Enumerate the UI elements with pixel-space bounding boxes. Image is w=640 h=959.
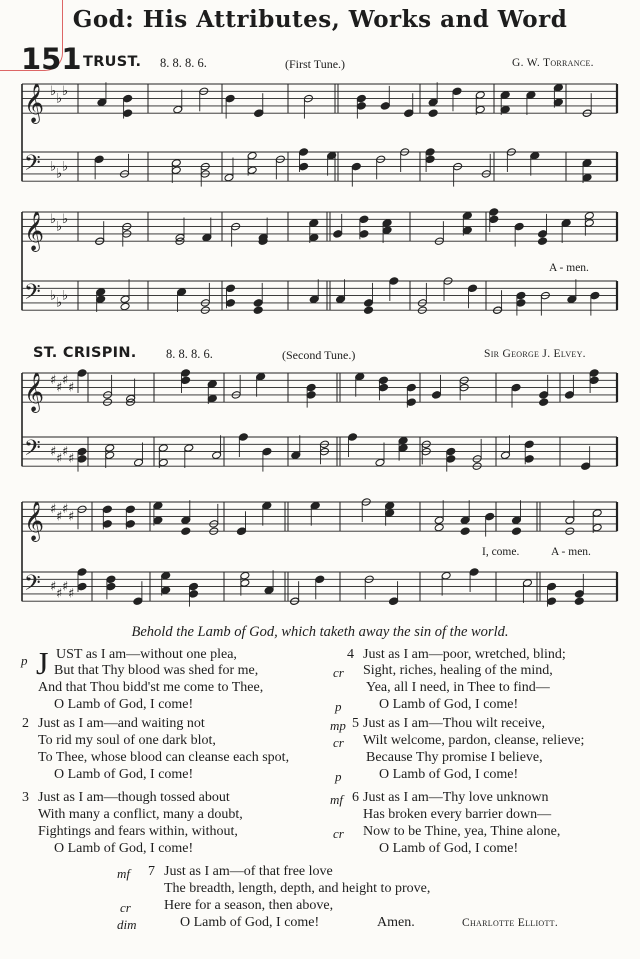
note-head: [380, 102, 390, 111]
v3-line4: O Lamb of God, I come!: [54, 841, 194, 856]
v3-number: 3: [22, 790, 29, 805]
v6-dynamic-1: mf: [330, 792, 343, 807]
note-head: [171, 166, 181, 175]
v7-dynamic-3: cr: [120, 900, 131, 915]
note-head: [516, 299, 526, 308]
v7-line3: Here for a season, then above,: [164, 898, 334, 913]
key-signature-accidental: ♭: [56, 295, 63, 311]
note-head: [123, 94, 133, 103]
key-signature-accidental: ♯: [56, 451, 63, 467]
note-head: [106, 575, 116, 584]
note-head: [123, 109, 133, 118]
note-head: [181, 527, 191, 536]
note-head: [173, 105, 183, 114]
treble-clef: 𝄞: [24, 83, 45, 123]
note-head: [102, 505, 112, 514]
note-head: [306, 383, 316, 392]
v2-line4: O Lamb of God, I come!: [54, 767, 194, 782]
note-head: [247, 166, 257, 175]
bass-clef: 𝄢: [24, 151, 41, 181]
treble-clef: 𝄞: [24, 501, 45, 541]
treble-clef: 𝄞: [24, 372, 45, 412]
note-head: [581, 462, 591, 471]
note-head: [356, 94, 366, 103]
note-head: [309, 219, 319, 228]
key-signature-accidental: ♯: [62, 501, 69, 517]
note-head: [134, 458, 144, 467]
note-head: [202, 233, 212, 242]
bass-clef: 𝄢: [24, 280, 41, 310]
note-head: [460, 516, 470, 525]
note-head: [256, 372, 266, 381]
note-head: [77, 582, 87, 591]
note-head: [125, 520, 135, 529]
key-signature-accidental: ♯: [56, 509, 63, 525]
v4-line4: O Lamb of God, I come!: [379, 697, 519, 712]
note-head: [460, 527, 470, 536]
v7-line2: The breadth, length, depth, and height to prove,: [164, 881, 431, 896]
note-head: [404, 109, 414, 118]
note-head: [94, 155, 104, 164]
note-head: [207, 380, 217, 389]
key-signature-accidental: ♯: [50, 372, 57, 388]
note-head: [96, 295, 106, 304]
note-head: [181, 369, 191, 378]
note-head: [538, 237, 548, 246]
note-head: [582, 173, 592, 182]
note-head: [468, 284, 478, 293]
note-head: [514, 222, 524, 231]
note-head: [406, 398, 416, 407]
key-signature-accidental: ♯: [62, 444, 69, 460]
key-signature-accidental: ♯: [68, 380, 75, 396]
note-head: [565, 516, 575, 525]
note-head: [398, 444, 408, 453]
key-signature-accidental: ♯: [50, 444, 57, 460]
note-head: [530, 151, 540, 160]
v1-dynamic: p: [21, 653, 28, 668]
note-head: [547, 597, 557, 606]
note-head: [97, 98, 107, 107]
note-head: [102, 520, 112, 529]
note-head: [539, 391, 549, 400]
hymn-number: 151: [21, 42, 82, 76]
note-head: [247, 151, 257, 160]
v7-number: 7: [148, 864, 155, 879]
note-head: [398, 436, 408, 445]
note-head: [500, 91, 510, 100]
v4-line1: Just as I am—poor, wretched, blind;: [363, 647, 566, 662]
v1-line4: O Lamb of God, I come!: [54, 697, 194, 712]
v4-dynamic-2: cr: [333, 665, 344, 680]
note-head: [253, 306, 263, 315]
tune1-label: (First Tune.): [285, 57, 346, 71]
note-head: [310, 501, 320, 510]
v7-dynamic-1: mf: [117, 866, 130, 881]
v1-dropcap: J: [36, 645, 49, 681]
v1-line2: But that Thy blood was shed for me,: [54, 663, 259, 678]
v7-dynamic-4: dim: [117, 917, 137, 932]
note-head: [306, 391, 316, 400]
key-signature-accidental: ♭: [50, 288, 57, 304]
note-head: [189, 590, 199, 599]
note-head: [441, 571, 451, 580]
note-head: [351, 162, 361, 171]
v5-line1: Just as I am—Thou wilt receive,: [363, 716, 545, 731]
note-head: [538, 230, 548, 239]
note-head: [120, 295, 130, 304]
note-head: [225, 299, 235, 308]
note-head: [584, 211, 594, 220]
note-head: [428, 98, 438, 107]
v6-line4: O Lamb of God, I come!: [379, 841, 519, 856]
v1-line1: UST as I am—without one plea,: [56, 647, 237, 662]
note-head: [171, 159, 181, 168]
note-head: [238, 433, 248, 442]
note-head: [524, 455, 534, 464]
note-head: [489, 208, 499, 217]
v6-dynamic-3: cr: [333, 826, 344, 841]
note-head: [425, 148, 435, 157]
scripture-caption: Behold the Lamb of God, which taketh away the sin of the world.: [131, 624, 509, 640]
note-head: [158, 444, 168, 453]
note-head: [181, 376, 191, 385]
note-head: [574, 590, 584, 599]
note-head: [561, 219, 571, 228]
key-signature-accidental: ♭: [62, 211, 69, 227]
note-head: [181, 516, 191, 525]
note-head: [378, 383, 388, 392]
key-signature-accidental: ♭: [50, 159, 57, 175]
note-head: [385, 501, 395, 510]
note-head: [262, 447, 272, 456]
note-head: [434, 523, 444, 532]
key-signature-accidental: ♭: [56, 91, 63, 107]
note-head: [309, 233, 319, 242]
v6-line3: Now to be Thine, yea, Thine alone,: [363, 824, 561, 839]
note-head: [524, 440, 534, 449]
v2-line3: To Thee, whose blood can cleanse each spot,: [38, 750, 290, 765]
note-head: [77, 369, 87, 378]
tune1-composer: G. W. Torrance.: [512, 57, 594, 69]
key-signature-accidental: ♯: [62, 579, 69, 595]
v5-line3: Because Thy promise I believe,: [366, 750, 543, 765]
note-head: [389, 597, 399, 606]
note-head: [590, 291, 600, 300]
key-signature-accidental: ♯: [56, 380, 63, 396]
note-head: [153, 501, 163, 510]
tune2-meter: 8. 8. 8. 6.: [166, 347, 213, 361]
note-head: [299, 162, 309, 171]
note-head: [299, 148, 309, 157]
note-head: [432, 391, 442, 400]
note-head: [500, 451, 510, 460]
note-head: [434, 516, 444, 525]
bass-clef: 𝄢: [24, 571, 41, 601]
note-head: [161, 571, 171, 580]
tune2-amen: A - men.: [551, 546, 591, 558]
note-head: [446, 455, 456, 464]
note-head: [189, 582, 199, 591]
v3-line1: Just as I am—though tossed about: [38, 790, 230, 805]
bass-clef: 𝄢: [24, 436, 41, 466]
note-head: [378, 376, 388, 385]
note-head: [240, 571, 250, 580]
note-head: [253, 299, 263, 308]
note-head: [184, 444, 194, 453]
note-head: [382, 219, 392, 228]
v1-line3: And that Thou bidd'st me come to Thee,: [38, 680, 264, 695]
v6-line2: Has broken every barrier down—: [363, 807, 552, 822]
note-head: [522, 579, 532, 588]
note-head: [446, 447, 456, 456]
key-signature-accidental: ♭: [50, 83, 57, 99]
v7-line4: O Lamb of God, I come!: [180, 915, 320, 930]
note-head: [592, 523, 602, 532]
note-head: [359, 230, 369, 239]
tune1-meter: 8. 8. 8. 6.: [160, 56, 207, 70]
note-head: [452, 87, 462, 96]
note-head: [574, 597, 584, 606]
note-head: [582, 159, 592, 168]
note-head: [106, 582, 116, 591]
note-head: [177, 288, 187, 297]
note-head: [254, 109, 264, 118]
key-signature-accidental: ♭: [62, 288, 69, 304]
note-head: [77, 447, 87, 456]
note-head: [389, 277, 399, 286]
note-head: [425, 155, 435, 164]
note-head: [539, 398, 549, 407]
note-head: [264, 586, 274, 595]
note-head: [125, 505, 135, 514]
note-head: [589, 369, 599, 378]
treble-clef: 𝄞: [24, 211, 45, 251]
v7-line1: Just as I am—of that free love: [164, 864, 333, 879]
note-head: [406, 383, 416, 392]
note-head: [315, 575, 325, 584]
key-signature-accidental: ♭: [56, 219, 63, 235]
key-signature-accidental: ♯: [50, 501, 57, 517]
note-head: [584, 219, 594, 228]
v3-line3: Fightings and fears within, without,: [38, 824, 238, 839]
v2-line2: To rid my soul of one dark blot,: [38, 733, 216, 748]
v5-dynamic-4: p: [335, 769, 342, 784]
note-head: [336, 295, 346, 304]
tune1-name: TRUST.: [83, 54, 142, 70]
key-signature-accidental: ♯: [68, 509, 75, 525]
note-head: [592, 509, 602, 518]
tune2-lyric-end: I, come.: [482, 546, 520, 558]
note-head: [553, 83, 563, 92]
note-head: [553, 98, 563, 107]
tune2-label: (Second Tune.): [282, 348, 356, 362]
note-head: [428, 109, 438, 118]
note-head: [96, 288, 106, 297]
key-signature-accidental: ♯: [68, 586, 75, 602]
key-signature-accidental: ♭: [62, 159, 69, 175]
tune2-composer: Sir George J. Elvey.: [484, 348, 586, 360]
v6-number: 6: [352, 790, 359, 805]
v6-line1: Just as I am—Thy love unknown: [363, 790, 549, 805]
key-signature-accidental: ♯: [50, 579, 57, 595]
key-signature-accidental: ♭: [50, 211, 57, 227]
key-signature-accidental: ♯: [56, 586, 63, 602]
note-head: [158, 458, 168, 467]
note-head: [485, 512, 495, 521]
v4-dynamic-4: p: [335, 699, 342, 714]
note-head: [589, 376, 599, 385]
note-head: [161, 586, 171, 595]
note-head: [225, 94, 235, 103]
note-head: [240, 579, 250, 588]
note-head: [489, 215, 499, 224]
key-signature-accidental: ♯: [62, 372, 69, 388]
note-head: [475, 105, 485, 114]
note-head: [382, 226, 392, 235]
note-head: [291, 451, 301, 460]
note-head: [375, 458, 385, 467]
v2-number: 2: [22, 716, 29, 731]
note-head: [511, 383, 521, 392]
key-signature-accidental: ♯: [68, 451, 75, 467]
note-head: [355, 372, 365, 381]
note-head: [153, 516, 163, 525]
note-head: [133, 597, 143, 606]
note-head: [237, 527, 247, 536]
key-signature-accidental: ♭: [56, 166, 63, 182]
note-head: [77, 455, 87, 464]
note-head: [526, 91, 536, 100]
note-head: [567, 295, 577, 304]
key-signature-accidental: ♭: [62, 83, 69, 99]
note-head: [364, 299, 374, 308]
v3-line2: With many a conflict, many a doubt,: [38, 807, 243, 822]
v2-line1: Just as I am—and waiting not: [38, 716, 205, 731]
note-head: [309, 295, 319, 304]
v5-dynamic-1: mp: [330, 718, 346, 733]
note-head: [348, 433, 358, 442]
note-head: [225, 284, 235, 293]
page-header: God: His Attributes, Works and Word: [72, 6, 568, 33]
note-head: [364, 306, 374, 315]
note-head: [105, 444, 115, 453]
note-head: [359, 215, 369, 224]
note-head: [105, 451, 115, 460]
note-head: [333, 230, 343, 239]
v5-number: 5: [352, 716, 359, 731]
note-head: [385, 509, 395, 518]
v5-dynamic-2: cr: [333, 735, 344, 750]
author-credit: Charlotte Elliott.: [462, 917, 559, 929]
note-head: [512, 516, 522, 525]
note-head: [469, 568, 479, 577]
note-head: [120, 302, 130, 311]
note-head: [207, 394, 217, 403]
note-head: [547, 582, 557, 591]
tune1-amen: A - men.: [549, 262, 589, 274]
note-head: [224, 173, 234, 182]
v5-line2: Wilt welcome, pardon, cleanse, relieve;: [363, 733, 585, 748]
note-head: [212, 451, 222, 460]
tune2-name: ST. CRISPIN.: [33, 345, 137, 361]
note-head: [462, 226, 472, 235]
note-head: [462, 211, 472, 220]
note-head: [77, 568, 87, 577]
note-head: [356, 102, 366, 111]
note-head: [500, 105, 510, 114]
v5-line4: O Lamb of God, I come!: [379, 767, 519, 782]
v4-line2: Sight, riches, healing of the mind,: [363, 663, 553, 678]
note-head: [564, 391, 574, 400]
note-head: [516, 291, 526, 300]
v4-number: 4: [347, 647, 354, 662]
note-head: [512, 527, 522, 536]
v7-amen: Amen.: [377, 915, 415, 930]
note-head: [262, 501, 272, 510]
note-head: [475, 91, 485, 100]
v4-line3: Yea, all I need, in Thee to find—: [366, 680, 550, 695]
